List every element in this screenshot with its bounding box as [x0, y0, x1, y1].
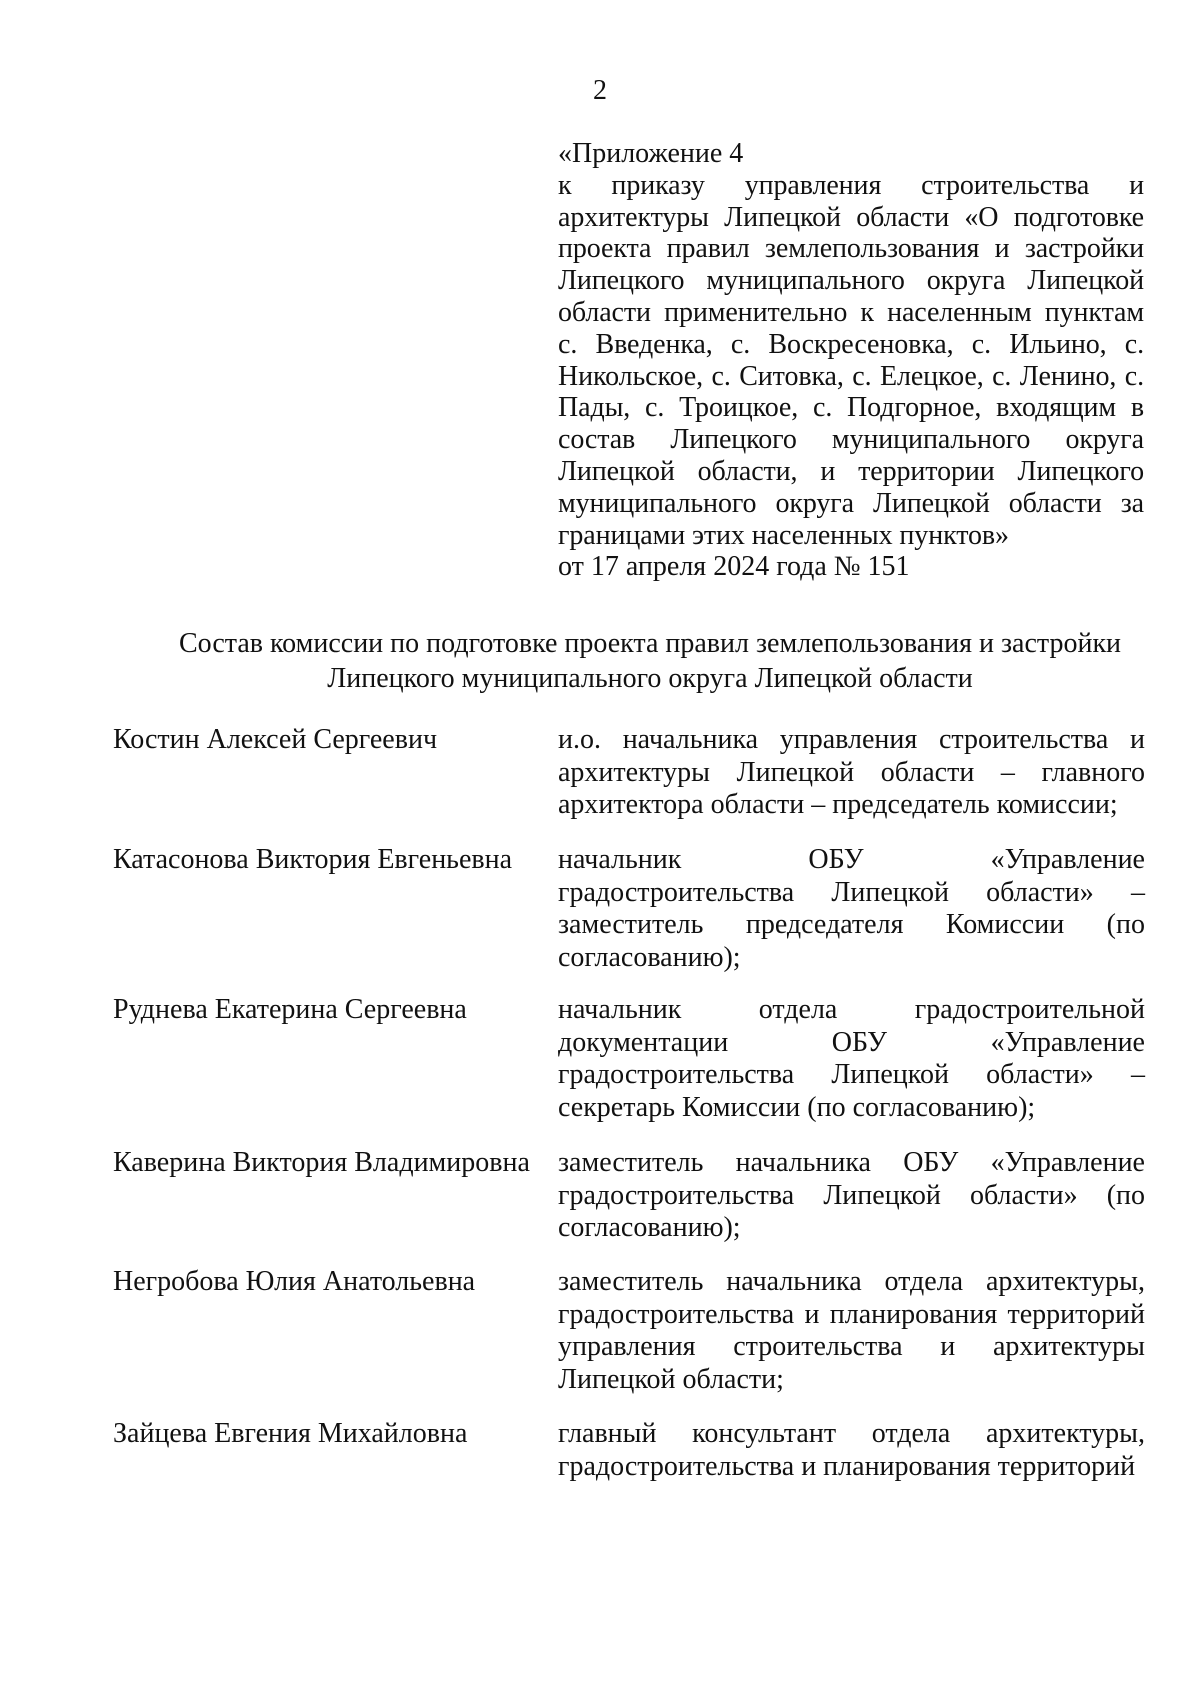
- member-role: начальник ОБУ «Управление градостроительства Липецкой области» – заместитель председателя Комиссии (по согласованию);: [558, 844, 1145, 973]
- member-name: Зайцева Евгения Михайловна: [113, 1418, 468, 1449]
- appendix-body: к приказу управления строительства и архитектуры Липецкой области «О подготовке проекта правил землепользования и застройки Липецкого муниципального округа Липецкой области применительно к населенным пунктам с. Введенка, с. Воскресеновка, с. Ильино, с. Никольское, с. Ситовка, с. Елецкое, с. Ленино, с. Пады, с. Троицкое, с. Подгорное, входящим в состав Липецкого муниципального округа Липецкой области, и территории Липецкого муниципального округа Липецкой области за границами этих населенных пунктов»: [558, 169, 1144, 551]
- commission-heading: [150, 626, 1150, 696]
- page-number: 2: [593, 75, 607, 106]
- appendix-title: «Приложение 4: [558, 138, 744, 169]
- member-role: заместитель начальника отдела архитектуры, градостроительства и планирования территорий управления строительства и архитектуры Липецкой области;: [558, 1266, 1145, 1395]
- commission-heading-line-1: Состав комиссии по подготовке проекта правил землепользования и застройки: [178, 628, 1122, 659]
- member-role: главный консультант отдела архитектуры, градостроительства и планирования территорий: [558, 1418, 1145, 1482]
- member-name: Руднева Екатерина Сергеевна: [113, 994, 467, 1025]
- member-name: Катасонова Виктория Евгеньевна: [113, 844, 513, 875]
- member-name: Негробова Юлия Анатольевна: [113, 1266, 476, 1297]
- member-role: начальник отдела градостроительной документации ОБУ «Управление градостроительства Липецкой области» – секретарь Комиссии (по согласованию);: [558, 994, 1145, 1123]
- appendix-block: [558, 138, 1144, 583]
- member-role: и.о. начальника управления строительства и архитектуры Липецкой области – главного архитектора области – председатель комиссии;: [558, 724, 1145, 820]
- member-name: Каверина Виктория Владимировна: [113, 1147, 530, 1178]
- commission-heading-line-2: Липецкого муниципального округа Липецкой области: [327, 663, 973, 694]
- member-role: заместитель начальника ОБУ «Управление градостроительства Липецкой области» (по согласованию);: [558, 1147, 1145, 1243]
- member-name: Костин Алексей Сергеевич: [113, 724, 438, 755]
- appendix-date: от 17 апреля 2024 года № 151: [558, 551, 910, 583]
